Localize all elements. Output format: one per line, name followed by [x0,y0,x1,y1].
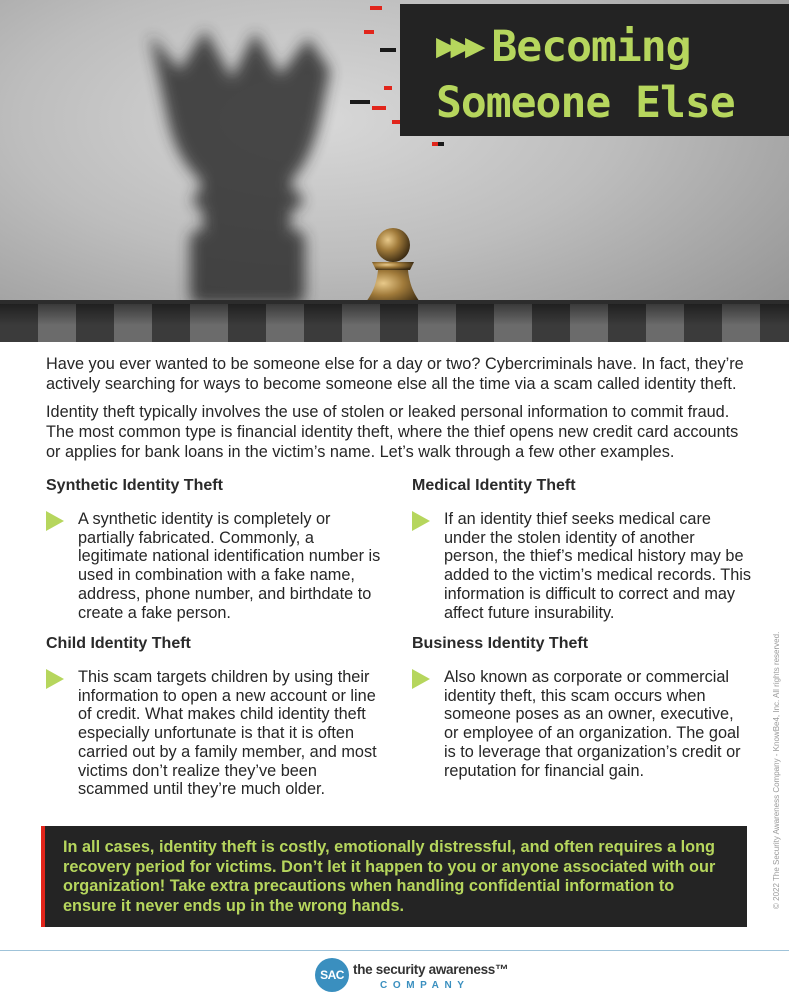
section-item [46,668,386,799]
title-banner [400,4,789,136]
glitch-decoration [380,48,396,52]
company-logo-name: the security awareness™ [353,962,509,977]
copyright-notice: © 2022 The Security Awareness Company - KnowBe4, Inc. All rights reserved. [772,631,781,909]
section-business [412,635,752,780]
triangle-bullet-icon [46,511,64,531]
glitch-decoration [370,6,382,10]
section-text: Also known as corporate or commercial identity theft, this scam occurs when someone poses as an owner, executive, or employee of an organization. The goal is to leverage that organization’s credit or reputation for financial gain. [444,668,741,780]
intro-paragraph-2: Identity theft typically involves the use of stolen or leaked personal information to commit fraud. The most common type is financial identity theft, where the thief opens new credit card accounts or applies for bank loans in the victim’s name. Let’s walk through a few other examples. [46,403,739,461]
section-heading: Synthetic Identity Theft [46,477,223,494]
callout-text: In all cases, identity theft is costly, emotionally distressful, and often requires a long recovery period for victims. Don’t let it happen to you or anyone associated with our organization! Take extra precautions when handling confidential information to ensure it never ends up in the wrong hands. [63,838,716,915]
section-heading: Medical Identity Theft [412,477,576,494]
section-item [46,510,386,622]
glitch-decoration [372,106,386,110]
footer-divider [0,950,789,951]
glitch-decoration [438,142,444,146]
section-child [46,635,386,799]
triangle-bullet-icon [412,669,430,689]
section-text: This scam targets children by using their information to open a new account or line of credit. What makes child identity theft especially unfortunate is that it is often carried out by a family member, and most victims don’t realize they’ve been scammed until they’re much older. [78,668,377,799]
triple-arrow-icon: ▶▶▶ [436,26,480,66]
section-item [412,668,752,780]
title-line-2: Someone Else [436,78,735,128]
section-medical [412,477,752,622]
glitch-decoration [364,30,374,34]
section-heading: Child Identity Theft [46,635,191,652]
glitch-decoration [350,100,370,104]
title-text-1: Becoming [491,22,691,72]
section-item [412,510,752,622]
triangle-bullet-icon [46,669,64,689]
triangle-bullet-icon [412,511,430,531]
title-line-1 [436,18,769,75]
glitch-decoration [384,86,392,90]
company-logo-subtitle: COMPANY [380,980,470,991]
hero-image [0,0,789,342]
company-logo-badge: SAC [315,958,349,992]
intro-paragraph-1: Have you ever wanted to be someone else for a day or two? Cybercriminals have. In fact, they’re actively searching for ways to become someone else all the time via a scam called identity theft. [46,355,744,393]
callout-box [41,826,747,927]
section-text: A synthetic identity is completely or partially fabricated. Commonly, a legitimate national identification number is used in combination with a fake name, address, phone number, and birthdate to create a fake person. [78,510,381,622]
section-heading: Business Identity Theft [412,635,589,652]
section-text: If an identity thief seeks medical care under the stolen identity of another person, the thief’s medical history may be added to the victim’s medical records. This information is difficult to correct and may affect future insurability. [444,510,752,622]
section-synthetic [46,477,386,622]
chess-board [0,300,789,342]
